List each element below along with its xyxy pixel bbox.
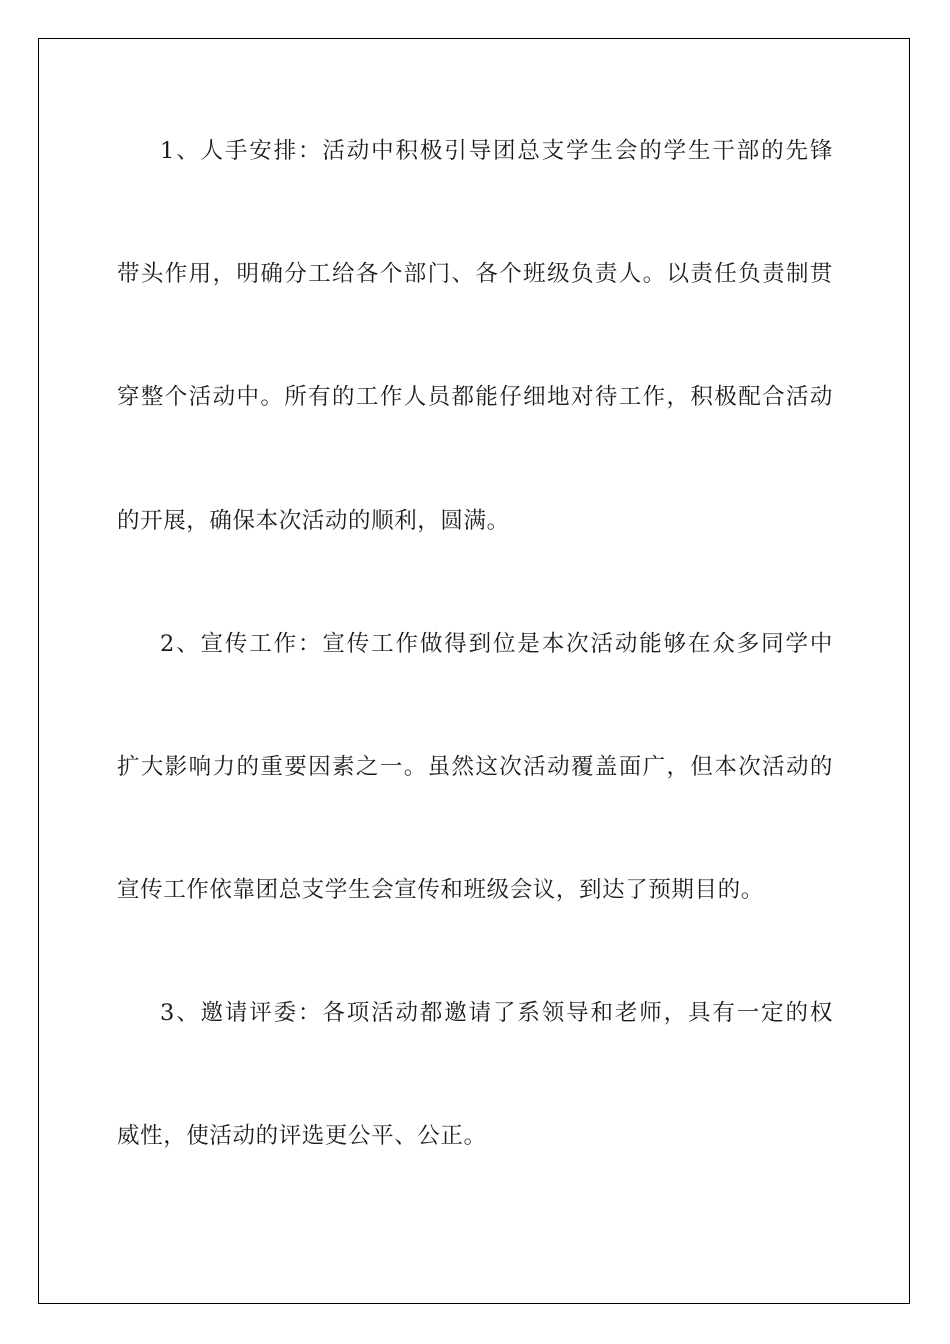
paragraph-3-line-1: 3、邀请评委：各项活动都邀请了系领导和老师，具有一定的权 [160, 1000, 833, 1026]
page-border [38, 38, 910, 1304]
paragraph-3-line-2: 威性，使活动的评选更公平、公正。 [117, 1123, 487, 1149]
paragraph-2-line-1: 2、宣传工作：宣传工作做得到位是本次活动能够在众多同学中 [160, 631, 833, 657]
paragraph-1-line-3: 穿整个活动中。所有的工作人员都能仔细地对待工作，积极配合活动 [117, 384, 833, 410]
paragraph-1-line-2: 带头作用，明确分工给各个部门、各个班级负责人。以责任负责制贯 [117, 261, 833, 287]
paragraph-2-line-2: 扩大影响力的重要因素之一。虽然这次活动覆盖面广，但本次活动的 [117, 754, 833, 780]
paragraph-1-line-1: 1、人手安排：活动中积极引导团总支学生会的学生干部的先锋 [160, 138, 833, 164]
paragraph-1-line-4: 的开展，确保本次活动的顺利，圆满。 [117, 508, 510, 534]
paragraph-2-line-3: 宣传工作依靠团总支学生会宣传和班级会议，到达了预期目的。 [117, 877, 764, 903]
